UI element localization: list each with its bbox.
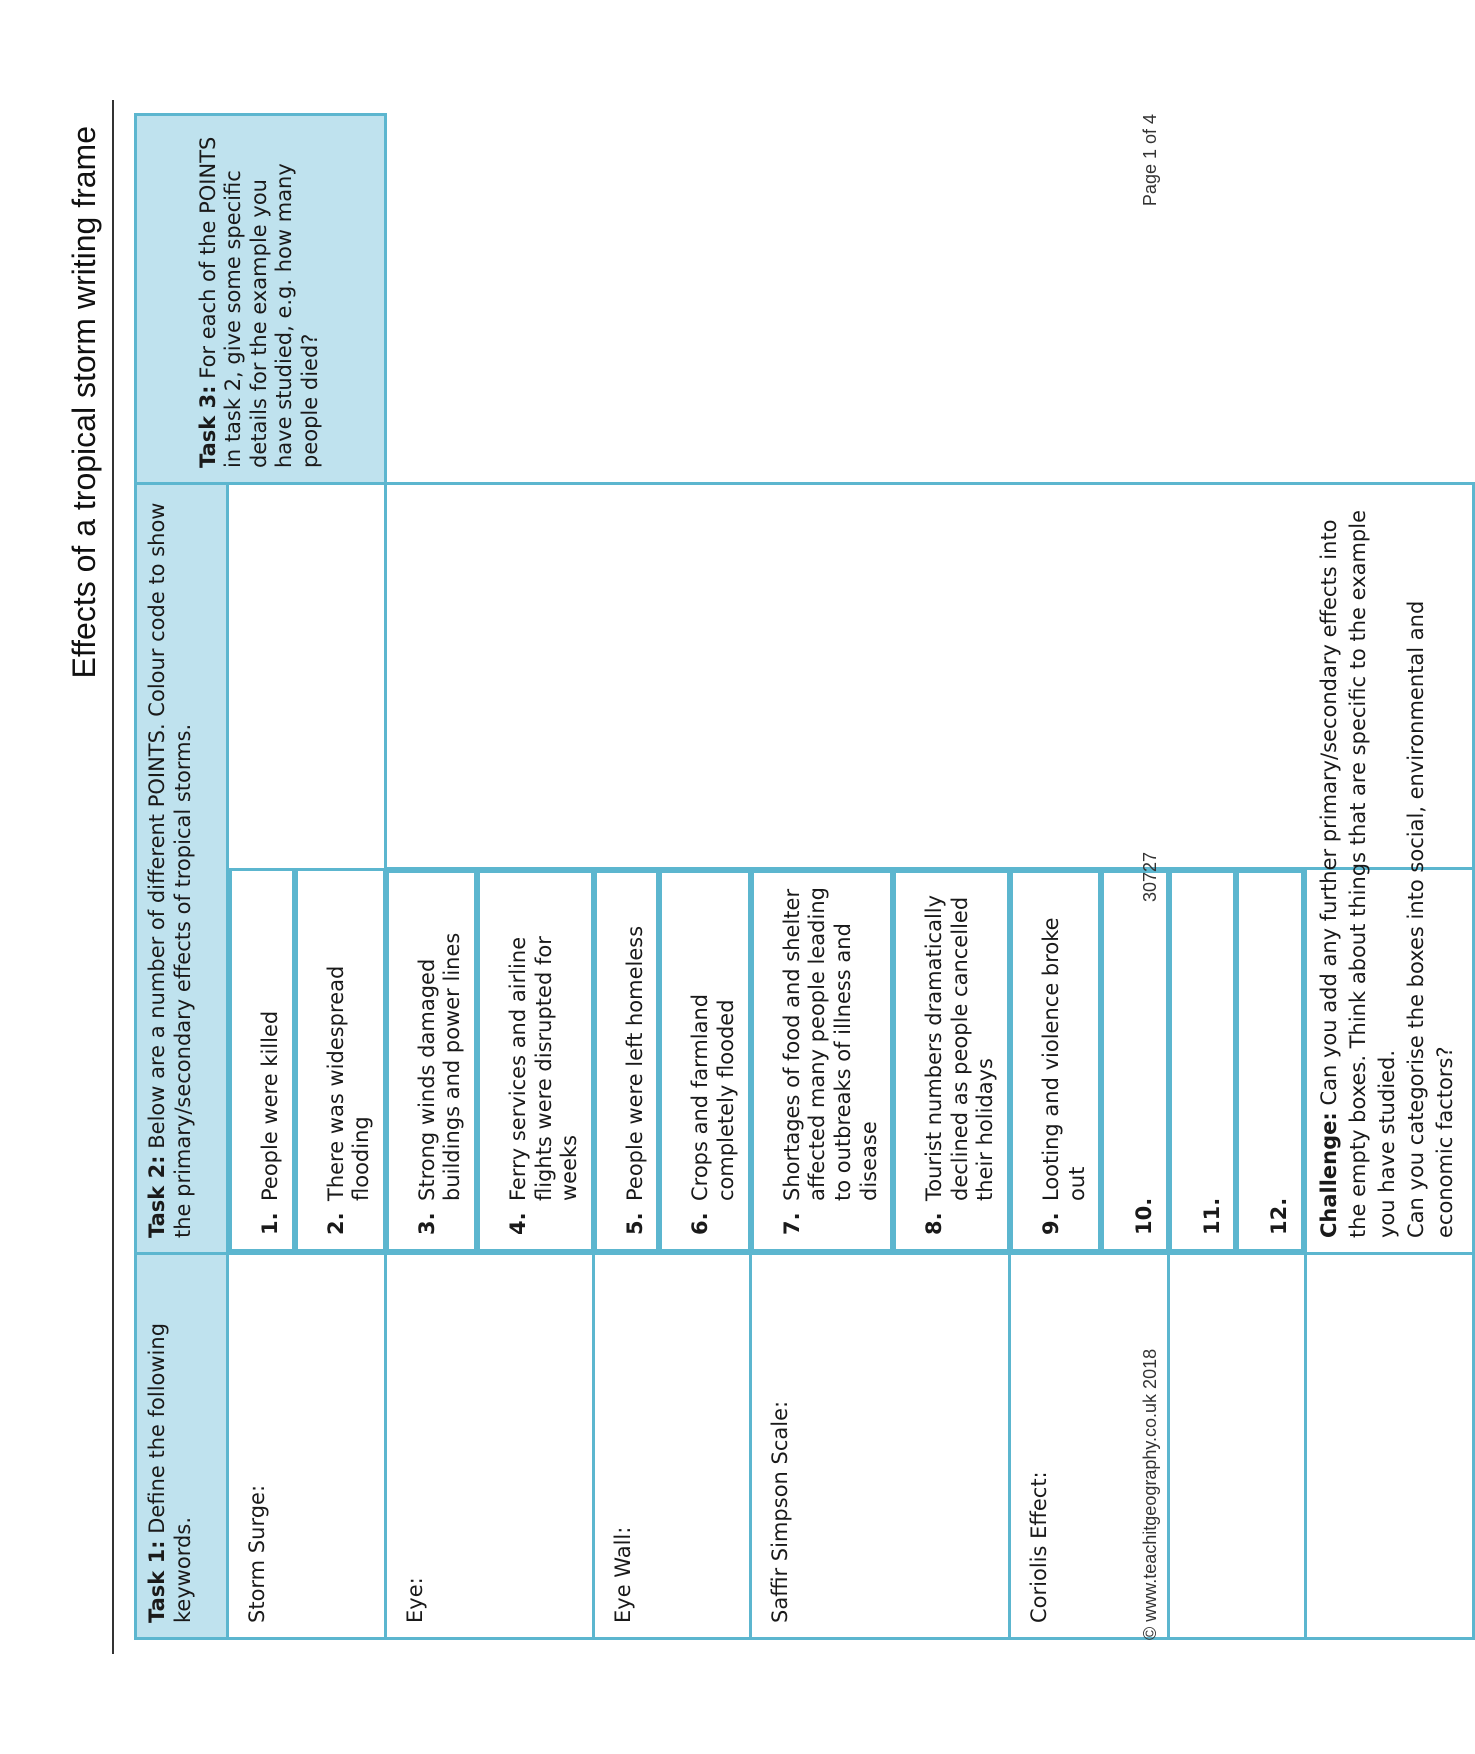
- row-2: [386, 115, 594, 1639]
- keyword-cell: Coriolis Effect:: [1010, 1254, 1169, 1639]
- row-6: [1169, 115, 1306, 1639]
- keyword-cell: Saffir Simpson Scale:: [751, 1254, 1010, 1639]
- task2-header: Task 2: Below are a number of different POINTS. Colour code to show the primary/secondary effects of tropical storms.: [136, 484, 228, 1254]
- challenge-cell: Challenge: Can you add any further primary/secondary effects into the empty boxes. Think about things that are specific to the example you have studied. Can you categorise the boxes into social, environmental and economic factors?: [1306, 484, 1474, 1254]
- document-code: 30727: [1140, 851, 1160, 903]
- keyword-cell: Eye Wall:: [594, 1254, 751, 1639]
- point-cell-3: 3. Strong winds damaged buildings and power lines: [386, 870, 477, 1252]
- header-row: [136, 115, 228, 1639]
- page-number: Page 1 of 4: [1140, 114, 1160, 207]
- keyword-cell-blank[interactable]: [1169, 1254, 1306, 1639]
- task3-header: Task 3: For each of the POINTS in task 2, give some specific details for the example you have studied, e.g. how many people died?: [136, 115, 386, 484]
- task1-header: Task 1: Define the following keywords.: [136, 1254, 228, 1639]
- document-title: Effects of a tropical storm writing frame: [66, 126, 102, 679]
- row-3: [594, 115, 751, 1639]
- point-cell-11[interactable]: 11.: [1169, 870, 1237, 1252]
- writing-frame-table: [134, 113, 1475, 1640]
- point-cell-7: 7. Shortages of food and shelter affected many people leading to outbreaks of illness and disease: [751, 870, 893, 1252]
- row-4: [751, 115, 1010, 1639]
- point-cell-4: 4. Ferry services and airline flights were disrupted for weeks: [477, 870, 594, 1252]
- point-cell-1: 1. People were killed: [229, 869, 295, 1253]
- point-cell-12[interactable]: 12.: [1236, 870, 1304, 1252]
- keyword-cell: Storm Surge:: [228, 1254, 386, 1639]
- keyword-cell-blank[interactable]: [1306, 1254, 1474, 1639]
- point-cell-9: 9. Looting and violence broke out: [1010, 870, 1101, 1252]
- title-rule: [112, 100, 114, 1654]
- keyword-cell: Eye:: [386, 1254, 594, 1639]
- row-7: [1306, 115, 1474, 1639]
- point-cell-10[interactable]: 10.: [1101, 870, 1169, 1252]
- point-cell-6: 6. Crops and farmland completely flooded: [659, 870, 750, 1252]
- point-cell-5: 5. People were left homeless: [594, 870, 660, 1252]
- point-cell-8: 8. Tourist numbers dramatically declined as people cancelled their holidays: [893, 870, 1010, 1252]
- copyright: © www.teachitgeography.co.uk 2018: [1140, 1348, 1160, 1640]
- point-cell-2: 2. There was widespread flooding: [295, 869, 386, 1253]
